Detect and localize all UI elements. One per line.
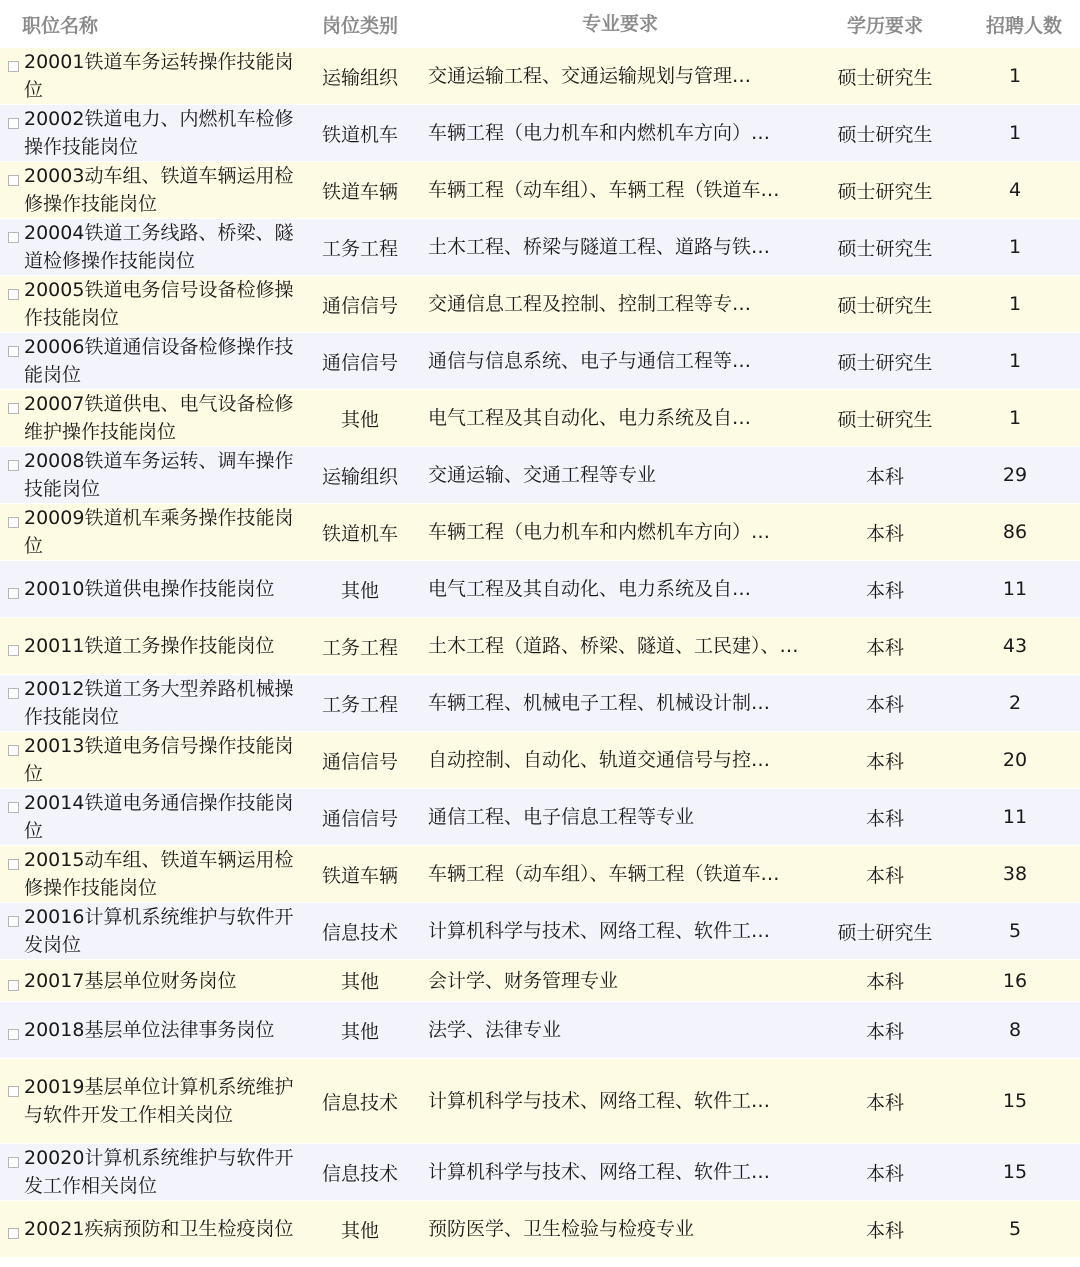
education-requirement: 本科: [865, 1020, 904, 1043]
row-checkbox[interactable]: [8, 916, 19, 927]
education-requirement: 硕士研究生: [837, 180, 933, 203]
row-checkbox[interactable]: [8, 802, 19, 813]
job-name[interactable]: 20019基层单位计算机系统维护与软件开发工作相关岗位: [24, 1076, 294, 1126]
job-name-cell: [0, 162, 300, 218]
hiring-count: 1: [1008, 65, 1022, 87]
education-requirement: 硕士研究生: [837, 351, 933, 374]
education-requirement: 本科: [865, 1219, 904, 1242]
job-name-cell: [0, 105, 300, 161]
major-requirement: 车辆工程（电力机车和内燃机车方向）…: [428, 122, 771, 144]
major-requirement: 土木工程、桥梁与隧道工程、道路与铁…: [428, 236, 771, 258]
table-row[interactable]: [0, 162, 1080, 219]
job-name-cell: [0, 504, 300, 560]
major-requirement: 车辆工程（动车组）、车辆工程（铁道车…: [428, 863, 780, 885]
table-row[interactable]: [0, 276, 1080, 333]
education-requirement: 本科: [865, 864, 904, 887]
major-requirement: 电气工程及其自动化、电力系统及自…: [428, 578, 752, 600]
job-name-cell: [0, 789, 300, 845]
row-checkbox[interactable]: [8, 688, 19, 699]
job-category: 运输组织: [321, 465, 398, 488]
job-name-cell: [0, 903, 300, 959]
table-row[interactable]: [0, 1201, 1080, 1258]
job-category: 信息技术: [321, 1091, 398, 1114]
hiring-count: 43: [1002, 635, 1028, 657]
education-requirement: 本科: [865, 1091, 904, 1114]
row-checkbox[interactable]: [8, 1086, 19, 1097]
major-requirement: 交通信息工程及控制、控制工程等专…: [428, 293, 752, 315]
table-header: [0, 0, 1080, 48]
job-name-cell: [0, 632, 300, 660]
hiring-count: 2: [1008, 692, 1022, 714]
header-category[interactable]: 岗位类别: [321, 14, 398, 37]
hiring-count: 16: [1002, 969, 1028, 992]
education-requirement: 本科: [865, 807, 904, 830]
job-name[interactable]: 20008铁道车务运转、调车操作技能岗位: [24, 450, 294, 500]
job-category: 通信信号: [321, 750, 398, 773]
major-requirement: 车辆工程、机械电子工程、机械设计制…: [428, 692, 771, 714]
major-requirement: 自动控制、自动化、轨道交通信号与控…: [428, 749, 771, 771]
hiring-count: 11: [1002, 578, 1028, 600]
hiring-count: 29: [1002, 464, 1028, 486]
education-requirement: 本科: [865, 579, 904, 602]
job-category: 铁道车辆: [321, 864, 398, 887]
header-count[interactable]: 招聘人数: [985, 14, 1062, 37]
major-requirement: 交通运输、交通工程等专业: [428, 464, 657, 486]
job-name-cell: [0, 333, 300, 389]
job-name-cell: [0, 1016, 300, 1044]
education-requirement: 本科: [865, 636, 904, 659]
job-name-cell: [0, 675, 300, 731]
job-name[interactable]: 20018基层单位法律事务岗位: [24, 1019, 275, 1041]
table-row[interactable]: [0, 675, 1080, 732]
table-row[interactable]: [0, 504, 1080, 561]
education-requirement: 硕士研究生: [837, 921, 933, 944]
education-requirement: 本科: [865, 971, 904, 993]
hiring-count: 1: [1008, 236, 1022, 258]
row-checkbox[interactable]: [8, 1157, 19, 1168]
education-requirement: 本科: [865, 750, 904, 773]
row-checkbox[interactable]: [8, 61, 19, 72]
job-category: 工务工程: [321, 636, 398, 659]
row-checkbox[interactable]: [8, 980, 19, 991]
table-row[interactable]: [0, 846, 1080, 903]
table-row[interactable]: [0, 447, 1080, 504]
job-name[interactable]: 20002铁道电力、内燃机车检修操作技能岗位: [24, 108, 294, 158]
table-row[interactable]: [0, 48, 1080, 105]
job-name[interactable]: 20017基层单位财务岗位: [24, 969, 237, 992]
job-name[interactable]: 20020计算机系统维护与软件开发工作相关岗位: [24, 1147, 294, 1197]
table-row[interactable]: [0, 333, 1080, 390]
table-row[interactable]: [0, 1002, 1080, 1059]
job-name-cell: [0, 1144, 300, 1200]
major-requirement: 计算机科学与技术、网络工程、软件工…: [428, 920, 771, 942]
job-category: 通信信号: [321, 294, 398, 317]
job-name-cell: [0, 48, 300, 104]
major-requirement: 通信与信息系统、电子与通信工程等…: [428, 350, 752, 372]
hiring-count: 8: [1008, 1019, 1022, 1041]
table-row[interactable]: [0, 1144, 1080, 1201]
header-name[interactable]: 职位名称: [22, 14, 99, 37]
row-checkbox[interactable]: [8, 517, 19, 528]
row-checkbox[interactable]: [8, 403, 19, 414]
job-category: 其他: [340, 971, 379, 993]
job-name[interactable]: 20012铁道工务大型养路机械操作技能岗位: [24, 678, 294, 728]
education-requirement: 本科: [865, 693, 904, 716]
major-requirement: 土木工程（道路、桥梁、隧道、工民建）、…: [428, 635, 799, 657]
job-category: 其他: [340, 579, 379, 602]
job-category: 铁道车辆: [321, 180, 398, 203]
job-name[interactable]: 20010铁道供电操作技能岗位: [24, 578, 275, 600]
row-checkbox[interactable]: [8, 859, 19, 870]
hiring-count: 15: [1002, 1090, 1028, 1112]
job-name-cell: [0, 219, 300, 275]
job-name[interactable]: 20021疾病预防和卫生检疫岗位: [24, 1218, 294, 1240]
row-checkbox[interactable]: [8, 645, 19, 656]
table-row[interactable]: [0, 561, 1080, 618]
job-name[interactable]: 20005铁道电务信号设备检修操作技能岗位: [24, 279, 294, 329]
hiring-count: 4: [1008, 179, 1022, 201]
table-row[interactable]: [0, 1059, 1080, 1144]
job-name[interactable]: 20007铁道供电、电气设备检修维护操作技能岗位: [24, 393, 294, 443]
hiring-count: 86: [1002, 521, 1028, 543]
job-category: 其他: [340, 408, 379, 431]
education-requirement: 本科: [865, 465, 904, 488]
row-checkbox[interactable]: [8, 745, 19, 756]
job-name-cell: [0, 575, 300, 603]
major-requirement: 交通运输工程、交通运输规划与管理…: [428, 65, 752, 87]
major-requirement: 计算机科学与技术、网络工程、软件工…: [428, 1090, 771, 1112]
row-checkbox[interactable]: [8, 289, 19, 300]
job-name-cell: [0, 1073, 300, 1129]
row-checkbox[interactable]: [8, 118, 19, 129]
table-row[interactable]: [0, 105, 1080, 162]
education-requirement: 硕士研究生: [837, 66, 933, 89]
job-category: 铁道机车: [321, 522, 398, 545]
hiring-count: 20: [1002, 749, 1028, 771]
major-requirement: 通信工程、电子信息工程等专业: [428, 806, 695, 828]
job-category: 其他: [340, 1219, 379, 1242]
row-checkbox[interactable]: [8, 175, 19, 186]
major-requirement: 车辆工程（电力机车和内燃机车方向）…: [428, 521, 771, 543]
table-body: [0, 48, 1080, 1258]
job-name-cell: [0, 846, 300, 902]
job-name-cell: [0, 732, 300, 788]
job-category: 信息技术: [321, 921, 398, 944]
table-row[interactable]: [0, 732, 1080, 789]
job-category: 通信信号: [321, 807, 398, 830]
education-requirement: 硕士研究生: [837, 123, 933, 146]
table-row[interactable]: [0, 789, 1080, 846]
education-requirement: 硕士研究生: [837, 294, 933, 317]
education-requirement: 本科: [865, 1162, 904, 1185]
job-name-cell: [0, 967, 300, 995]
job-category: 其他: [340, 1020, 379, 1043]
job-name[interactable]: 20009铁道机车乘务操作技能岗位: [24, 507, 294, 557]
job-category: 工务工程: [321, 693, 398, 716]
hiring-count: 1: [1008, 122, 1022, 144]
job-name-cell: [0, 447, 300, 503]
job-name[interactable]: 20013铁道电务信号操作技能岗位: [24, 735, 294, 785]
table-row[interactable]: [0, 903, 1080, 960]
major-requirement: 法学、法律专业: [428, 1019, 562, 1041]
job-category: 工务工程: [321, 237, 398, 260]
row-checkbox[interactable]: [8, 1029, 19, 1040]
hiring-count: 1: [1008, 350, 1022, 372]
hiring-count: 1: [1008, 293, 1022, 315]
header-education[interactable]: 学历要求: [846, 14, 923, 37]
job-name[interactable]: 20006铁道通信设备检修操作技能岗位: [24, 336, 294, 386]
education-requirement: 硕士研究生: [837, 237, 933, 260]
job-name[interactable]: 20004铁道工务线路、桥梁、隧道检修操作技能岗位: [24, 222, 294, 272]
job-category: 信息技术: [321, 1162, 398, 1185]
row-checkbox[interactable]: [8, 460, 19, 471]
major-requirement: 计算机科学与技术、网络工程、软件工…: [428, 1161, 771, 1183]
table-row[interactable]: [0, 618, 1080, 675]
job-name-cell: [0, 390, 300, 446]
education-requirement: 本科: [865, 522, 904, 545]
hiring-count: 5: [1008, 920, 1022, 942]
hiring-count: 1: [1008, 407, 1022, 429]
education-requirement: 硕士研究生: [837, 408, 933, 431]
table-row[interactable]: [0, 960, 1080, 1002]
job-name[interactable]: 20014铁道电务通信操作技能岗位: [24, 792, 294, 842]
hiring-count: 11: [1002, 806, 1028, 828]
major-requirement: 车辆工程（动车组）、车辆工程（铁道车…: [428, 179, 780, 201]
job-category: 铁道机车: [321, 123, 398, 146]
hiring-count: 38: [1002, 863, 1028, 885]
job-category: 运输组织: [321, 66, 398, 89]
job-name[interactable]: 20015动车组、铁道车辆运用检修操作技能岗位: [24, 849, 294, 899]
job-name[interactable]: 20016计算机系统维护与软件开发岗位: [24, 906, 294, 956]
major-requirement: 会计学、财务管理专业: [428, 969, 619, 992]
job-name[interactable]: 20003动车组、铁道车辆运用检修操作技能岗位: [24, 165, 294, 215]
job-name[interactable]: 20001铁道车务运转操作技能岗位: [24, 51, 294, 101]
row-checkbox[interactable]: [8, 1228, 19, 1239]
row-checkbox[interactable]: [8, 588, 19, 599]
row-checkbox[interactable]: [8, 346, 19, 357]
header-major[interactable]: 专业要求: [581, 13, 658, 35]
hiring-count: 15: [1002, 1161, 1028, 1183]
job-category: 通信信号: [321, 351, 398, 374]
hiring-count: 5: [1008, 1218, 1022, 1240]
job-name[interactable]: 20011铁道工务操作技能岗位: [24, 635, 275, 657]
job-name-cell: [0, 1215, 300, 1243]
major-requirement: 电气工程及其自动化、电力系统及自…: [428, 407, 752, 429]
table-row[interactable]: [0, 390, 1080, 447]
table-row[interactable]: [0, 219, 1080, 276]
job-name-cell: [0, 276, 300, 332]
major-requirement: 预防医学、卫生检验与检疫专业: [428, 1218, 695, 1240]
row-checkbox[interactable]: [8, 232, 19, 243]
